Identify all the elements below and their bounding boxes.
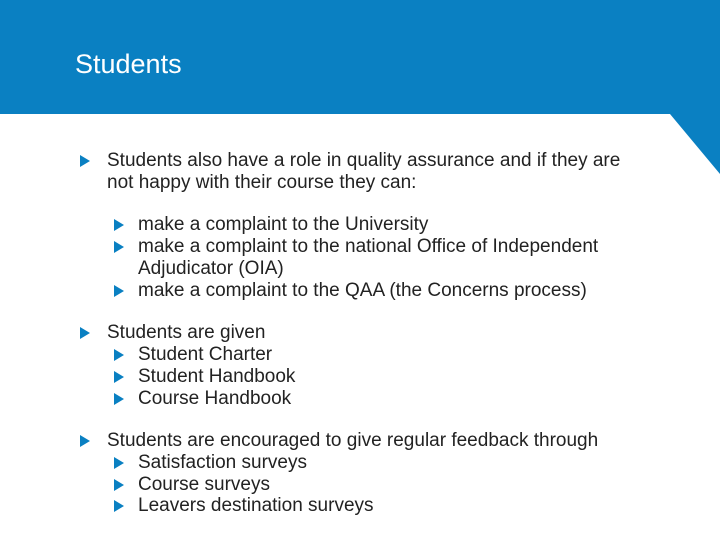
sub-bullet-text: Leavers destination surveys [138,495,374,516]
sub-bullet-arrow-icon [114,219,124,231]
sub-bullet-text: make a complaint to the national Office of Independent [138,236,599,257]
sub-bullet-arrow-icon [114,371,124,383]
sub-bullet-text: Satisfaction surveys [138,452,307,473]
sub-bullet-text: make a complaint to the University [138,214,429,235]
sub-bullet-text: Course Handbook [138,388,292,409]
sub-bullet-text: Course surveys [138,474,270,495]
bullet-arrow-icon [80,435,90,447]
sub-bullet-arrow-icon [114,241,124,253]
bullet-arrow-icon [80,327,90,339]
sub-bullet-arrow-icon [114,393,124,405]
bullet-text: Students are given [107,322,266,343]
bullet-text-continuation: not happy with their course they can: [107,172,417,193]
sub-bullet-arrow-icon [114,500,124,512]
slide-title: Students [75,49,182,79]
sub-bullet-text: Student Handbook [138,366,296,387]
sub-bullet-arrow-icon [114,479,124,491]
sub-bullet-arrow-icon [114,457,124,469]
bullet-text: Students also have a role in quality assurance and if they are [107,150,621,171]
bullet-arrow-icon [80,155,90,167]
sub-bullet-arrow-icon [114,285,124,297]
bullet-text: Students are encouraged to give regular feedback through [107,430,599,451]
sub-bullet-arrow-icon [114,349,124,361]
sub-bullet-text: make a complaint to the QAA (the Concerns process) [138,280,587,301]
sub-bullet-text: Student Charter [138,344,273,365]
sub-bullet-text-continuation: Adjudicator (OIA) [138,258,284,279]
